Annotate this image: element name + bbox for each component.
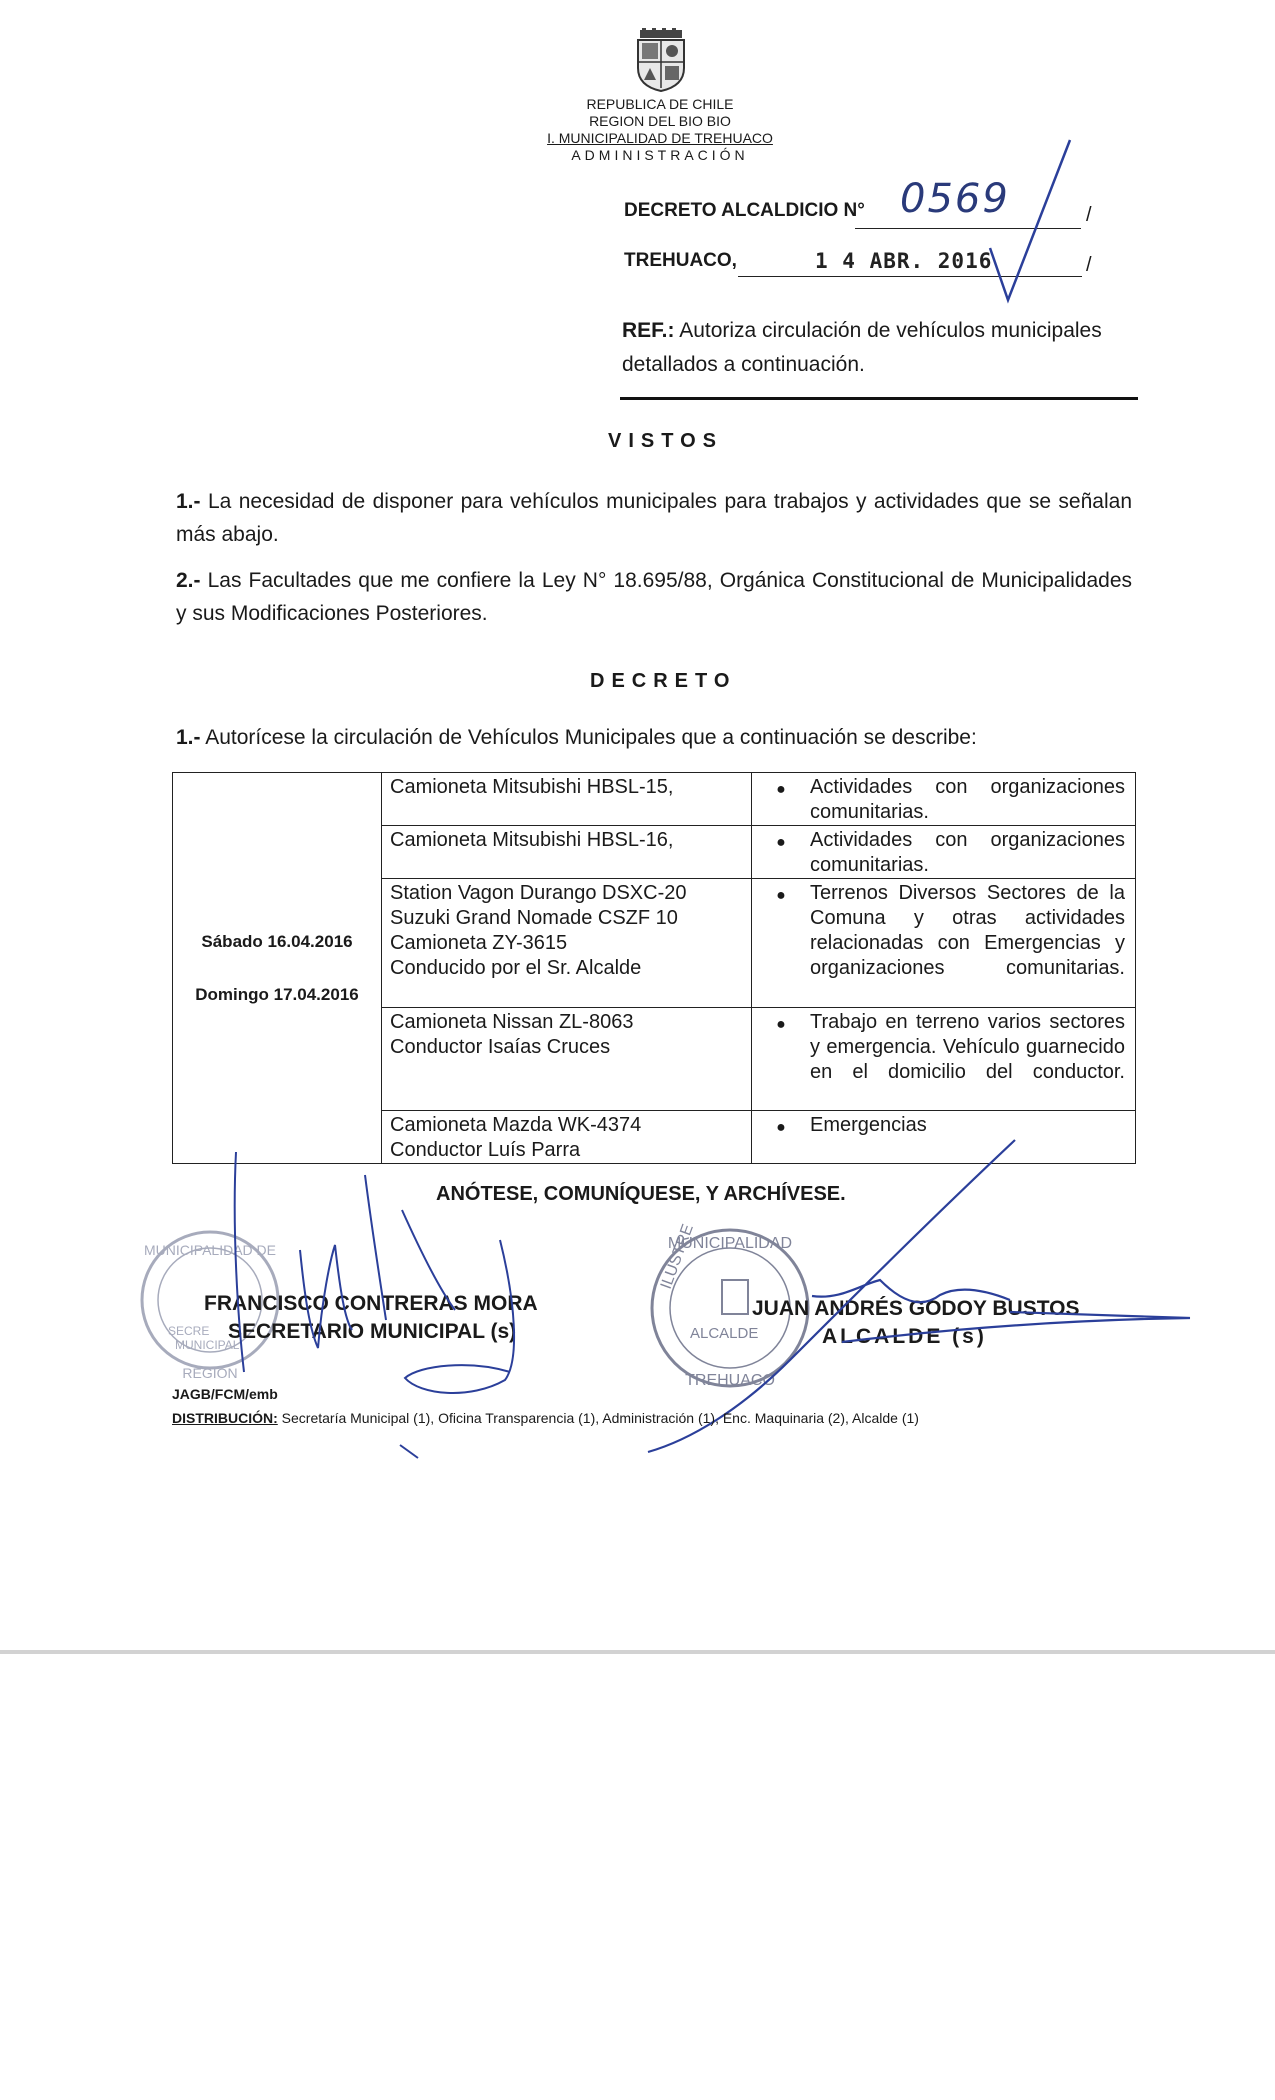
- date-slash: /: [1086, 254, 1092, 276]
- decreto-title: DECRETO: [590, 670, 737, 692]
- vistos-item-1-text: La necesidad de disponer para vehículos municipales para trabajos y actividades que se señalan más abajo.: [176, 490, 1132, 546]
- activity-text: Trabajo en terreno varios sectores y emergencia. Vehículo guarnecido en el domicilio del conductor.: [810, 1011, 1125, 1083]
- activity-text: Emergencias: [810, 1114, 927, 1136]
- decree-number-handwritten: 0569: [900, 176, 1010, 222]
- vehicle-line: Conducido por el Sr. Alcalde: [390, 957, 642, 979]
- vehicle-line: Station Vagon Durango DSXC-20: [390, 882, 687, 904]
- bullet-icon: ●: [776, 1016, 786, 1033]
- header-country: REPUBLICA DE CHILE: [586, 96, 734, 112]
- svg-text:MUNICIPAL: MUNICIPAL: [175, 1338, 240, 1352]
- vehicle-line: Camioneta Mitsubishi HBSL-16,: [390, 829, 674, 851]
- activity-text: Actividades con organizaciones comunitarias.: [810, 829, 1125, 876]
- vistos-item-2-text: Las Facultades que me confiere la Ley N° 18.695/88, Orgánica Constitucional de Municipalidades y sus Modificaciones Posteriores.: [176, 569, 1132, 625]
- initials-text: JAGB/FCM/emb: [172, 1386, 278, 1402]
- svg-text:ALCALDE: ALCALDE: [690, 1325, 759, 1342]
- decree-number-slash: /: [1086, 204, 1092, 226]
- vehicle-line: Camioneta Nissan ZL-8063: [390, 1011, 634, 1033]
- reference-label: REF.:: [622, 319, 675, 342]
- header-region: REGION DEL BIO BIO: [589, 113, 731, 129]
- distribution-text: Secretaría Municipal (1), Oficina Transparencia (1), Administración (1), Enc. Maquinaria (2), Alcalde (1): [281, 1410, 919, 1426]
- bullet-icon: ●: [776, 1119, 786, 1136]
- distribution-line: [172, 1410, 1132, 1426]
- vistos-item-1-number: 1.-: [176, 490, 201, 513]
- svg-text:TREHUACO: TREHUACO: [685, 1372, 775, 1389]
- right-signatory-title: ALCALDE (s): [822, 1325, 987, 1348]
- page-bottom-edge: [0, 1650, 1275, 1654]
- vistos-item-2-number: 2.-: [176, 569, 201, 592]
- vehicle-line: Conductor Isaías Cruces: [390, 1036, 611, 1058]
- decreto-item-1-text: Autorícese la circulación de Vehículos Municipales que a continuación se describe:: [205, 726, 977, 749]
- decree-number-label: DECRETO ALCALDICIO N°: [624, 200, 865, 221]
- date-saturday: Sábado 16.04.2016: [201, 932, 353, 951]
- decree-check-mark: [990, 140, 1070, 300]
- vehicle-line: Camioneta Mitsubishi HBSL-15,: [390, 776, 674, 798]
- vistos-title: VISTOS: [608, 430, 723, 452]
- activity-text: Terrenos Diversos Sectores de la Comuna y otras actividades relacionadas con Emergencias y organizaciones comunitarias.: [810, 882, 1125, 979]
- vehicle-line: Conductor Luís Parra: [390, 1139, 581, 1161]
- svg-text:ILUSTRE: ILUSTRE: [657, 1222, 697, 1292]
- right-signatory-name: JUAN ANDRÉS GODOY BUSTOS: [752, 1297, 1080, 1320]
- bullet-icon: ●: [776, 887, 786, 904]
- right-signature: [648, 1140, 1190, 1452]
- vehicle-line: Camioneta ZY-3615: [390, 932, 568, 954]
- left-signatory-title: SECRETARIO MUNICIPAL (s): [228, 1320, 517, 1343]
- date-place-label: TREHUACO,: [624, 250, 737, 271]
- vehicle-line: Camioneta Mazda WK-4374: [390, 1114, 642, 1136]
- reference-body: Autoriza circulación de vehículos municipales detallados a continuación.: [622, 319, 1102, 376]
- date-sunday: Domingo 17.04.2016: [195, 985, 359, 1004]
- distribution-label: DISTRIBUCIÓN:: [172, 1410, 278, 1426]
- bullet-icon: ●: [776, 834, 786, 851]
- left-signatory-name: FRANCISCO CONTRERAS MORA: [204, 1292, 538, 1315]
- svg-text:REGION: REGION: [182, 1365, 238, 1381]
- header-municipality: I. MUNICIPALIDAD DE TREHUACO: [547, 130, 773, 146]
- closing-formula: ANÓTESE, COMUNÍQUESE, Y ARCHÍVESE.: [436, 1183, 846, 1205]
- svg-text:MUNICIPALIDAD DE: MUNICIPALIDAD DE: [144, 1242, 276, 1258]
- vehicle-line: Suzuki Grand Nomade CSZF 10: [390, 907, 678, 929]
- initials: [172, 1386, 278, 1402]
- svg-text:SECRE: SECRE: [168, 1324, 210, 1338]
- svg-text:MUNICIPALIDAD: MUNICIPALIDAD: [667, 1235, 793, 1252]
- bullet-icon: ●: [776, 781, 786, 798]
- decreto-item-1-number: 1.-: [176, 726, 201, 749]
- activity-text: Actividades con organizaciones comunitarias.: [810, 776, 1125, 823]
- header-department: ADMINISTRACIÓN: [571, 147, 749, 163]
- date-stamp: 1 4 ABR. 2016: [815, 249, 993, 273]
